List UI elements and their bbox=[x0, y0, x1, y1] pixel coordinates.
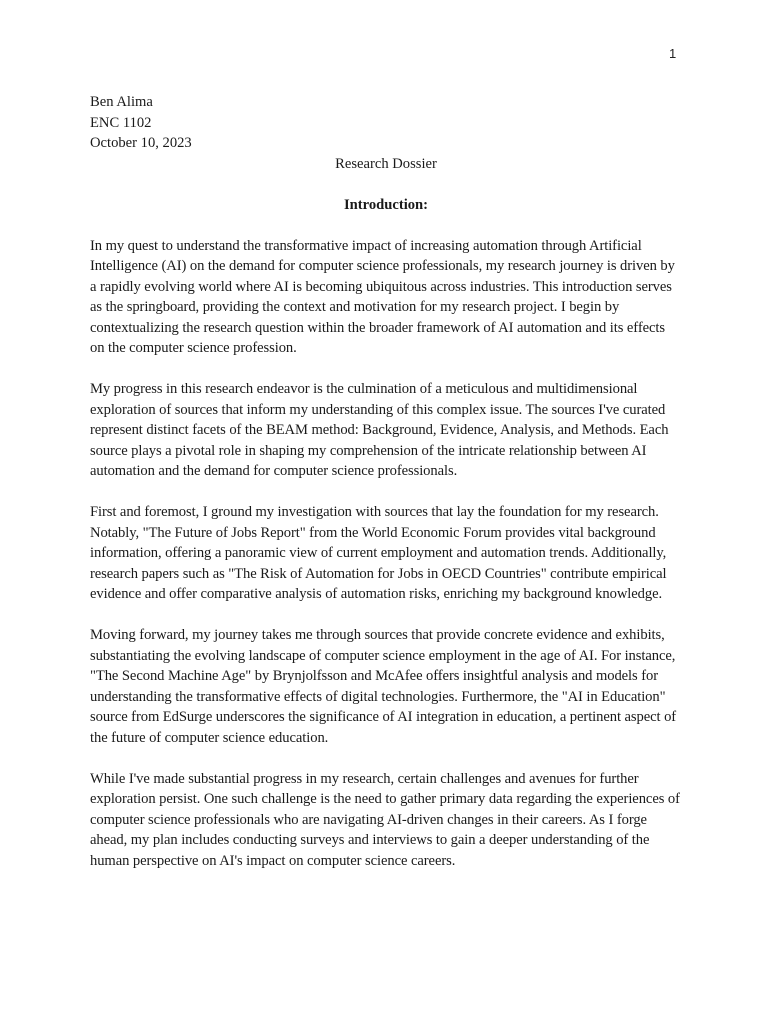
paragraph: First and foremost, I ground my investigation with sources that lay the foundation for my research. Notably, "The Future of Jobs Report" from the World Economic Forum provides vital background information, offering a panoramic view of current employment and automation trends. Additionally, research papers such as "The Risk of Automation for Jobs in OECD Countries" contribute empirical evidence and offer comparative analysis of automation risks, enriching my background knowledge. bbox=[90, 504, 667, 602]
section-heading: Introduction: bbox=[343, 196, 429, 213]
paragraph: My progress in this research endeavor is the culmination of a meticulous and multidimensional exploration of sources that inform my understanding of this complex issue. The sources I've curated represent distinct facets of the BEAM method: Background, Evidence, Analysis, and Methods. Each source plays a pivotal role in shaping my comprehension of the intricate relationship between AI automation and the demand for computer science professionals. bbox=[90, 381, 669, 479]
author-header bbox=[90, 92, 682, 154]
author-name: Ben Alima bbox=[90, 94, 153, 110]
course-code: ENC 1102 bbox=[90, 114, 152, 131]
paragraph: Moving forward, my journey takes me through sources that provide concrete evidence and exhibits, substantiating the evolving landscape of computer science employment in the age of AI. For instance, "The Second Machine Age" by Brynjolfsson and McAfee offers insightful analysis and models for understanding the transformative effects of digital technologies. Furthermore, the "AI in Education" source from EdSurge underscores the significance of AI integration in education, a pertinent aspect of the future of computer science education. bbox=[90, 627, 677, 746]
paragraph: While I've made substantial progress in my research, certain challenges and avenues for further exploration persist. One such challenge is the need to gather primary data regarding the experiences of computer science professionals who are navigating AI-driven changes in their careers. As I forge ahead, my plan includes conducting surveys and interviews to gain a deeper understanding of the human perspective on AI's impact on computer science careers. bbox=[90, 770, 680, 869]
paragraph: In my quest to understand the transformative impact of increasing automation through Artificial Intelligence (AI) on the demand for computer science professionals, my research journey is driven by a rapidly evolving world where AI is becoming ubiquitous across industries. This introduction serves as the springboard, providing the context and motivation for my research project. I begin by contextualizing the research question within the broader framework of AI automation and its effects on the computer science profession. bbox=[90, 237, 675, 356]
document-title: Research Dossier bbox=[335, 155, 437, 172]
document-body bbox=[90, 92, 682, 871]
page-number: 1 bbox=[669, 46, 677, 61]
document-date: October 10, 2023 bbox=[90, 135, 192, 151]
